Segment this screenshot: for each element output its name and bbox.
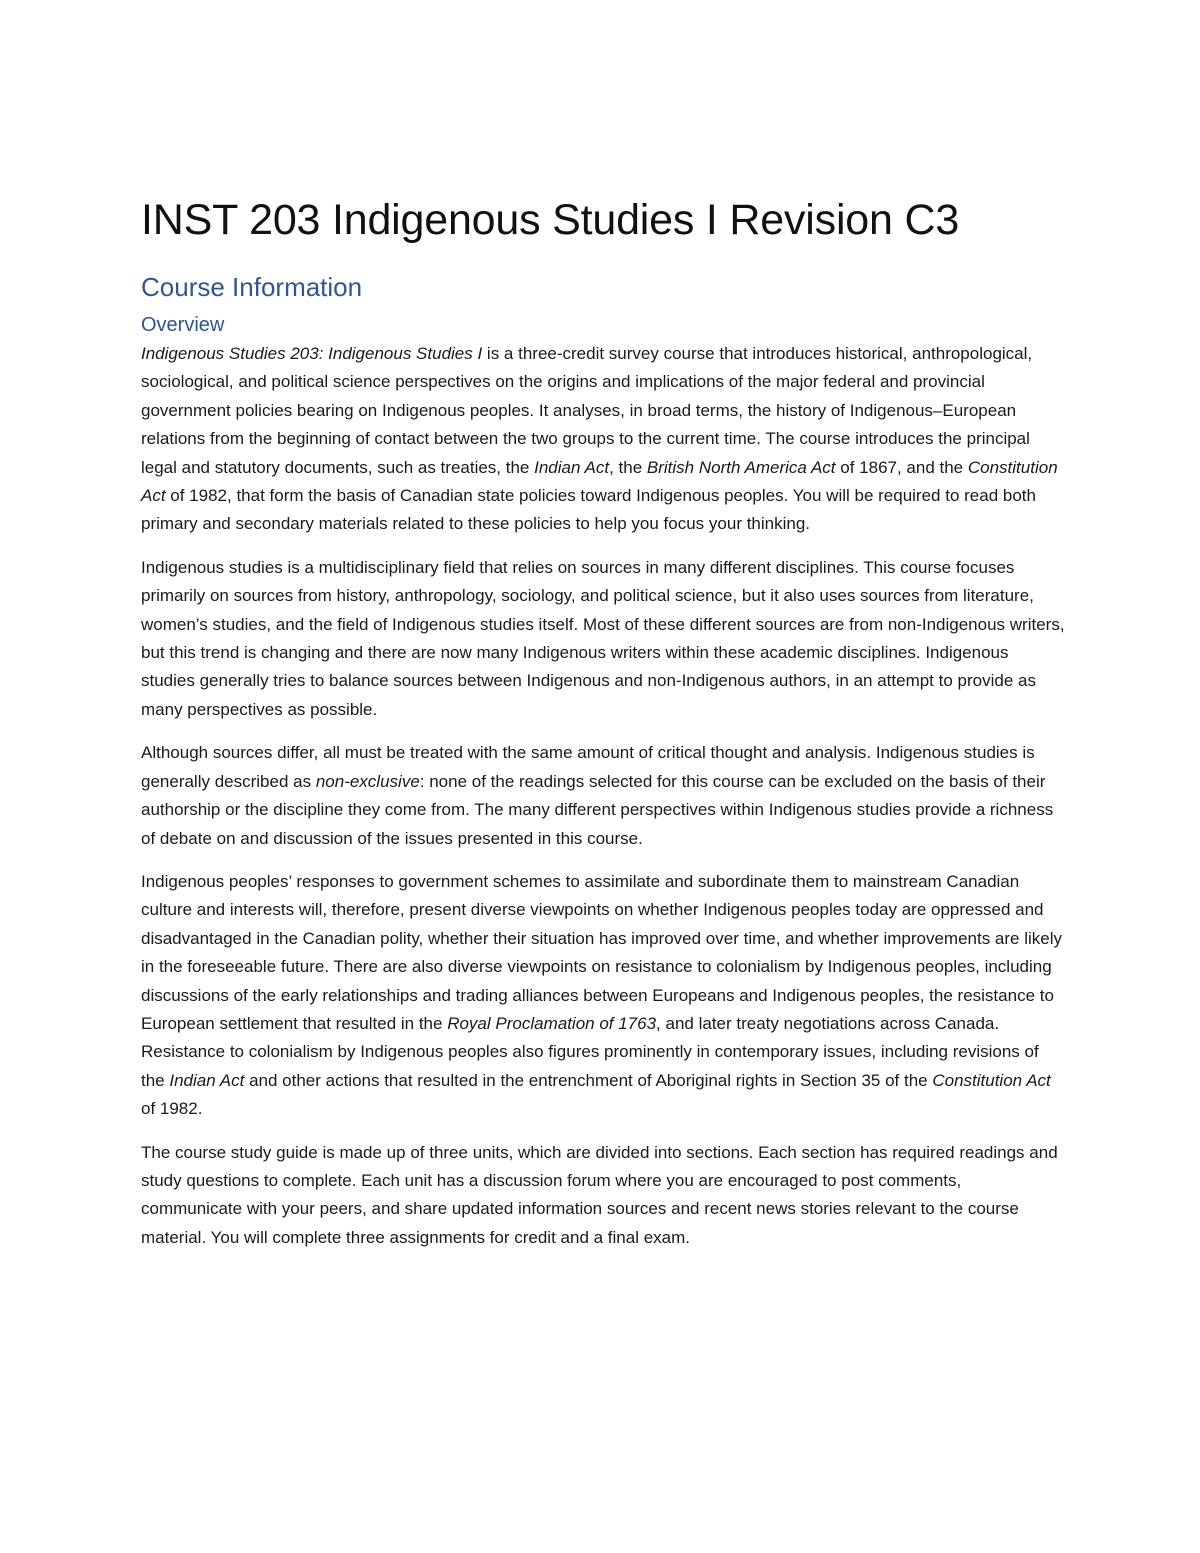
paragraph-5 [141,1139,1066,1253]
italic-text-run: Indian Act [169,1070,245,1090]
italic-text-run: Constitution Act [141,457,1058,506]
text-run: is a three-credit survey course that introduces historical, anthropological, sociological, and political science perspectives on the origins and implications of the major federal and provincial government policies bearing on Indigenous peoples. It analyses, in broad terms, the history of Indigenous–European relations from the beginning of contact between the two groups to the current time. The course introduces the principal legal and statutory documents, such as treaties, the [141,344,1033,477]
italic-text-run: Indian Act [534,457,610,477]
italic-text-run: Constitution Act [932,1070,1051,1090]
text-run: Indigenous studies is a multidisciplinary field that relies on sources in many different disciplines. This course focuses primarily on sources from history, anthropology, sociology, and political science, but it also uses sources from literature, women’s studies, and the field of Indigenous studies itself. Most of these different sources are from non-Indigenous writers, but this trend is changing and there are now many Indigenous writers within these academic disciplines. Indigenous studies generally tries to balance sources between Indigenous and non-Indigenous authors, in an attempt to provide as many perspectives as possible. [141,557,1065,719]
subsection-heading-overview: Overview [141,314,225,336]
text-run: The course study guide is made up of three units, which are divided into sections. Each section has required readings and study questions to complete. Each unit has a discussion forum where you are encouraged to post comments, communicate with your peers, and share updated information sources and recent news stories relevant to the course material. You will complete three assignments for credit and a final exam. [141,1142,1058,1247]
italic-text-run: British North America Act [646,457,836,477]
paragraph-3 [141,739,1066,853]
text-run: of 1867, and the [835,457,968,477]
paragraph-2 [141,554,1066,724]
italic-text-run: Royal Proclamation of 1763 [447,1013,657,1033]
text-run: , and later treaty negotiations across Canada. Resistance to colonialism by Indigenous peoples also figures prominently in contemporary issues, including revisions of the [141,1013,1039,1090]
document-title: INST 203 Indigenous Studies I Revision C3 [141,196,960,244]
section-heading-course-information: Course Information [141,272,363,302]
paragraph-4 [141,868,1066,1124]
document-page [141,192,1066,1267]
text-run: , the [609,457,647,477]
text-run: Indigenous peoples’ responses to government schemes to assimilate and subordinate them to mainstream Canadian culture and interests will, therefore, present diverse viewpoints on whether Indigenous peoples today are oppressed and disadvantaged in the Canadian polity, whether their situation has improved over time, and whether improvements are likely in the foreseeable future. There are also diverse viewpoints on resistance to colonialism by Indigenous peoples, including discussions of the early relationships and trading alliances between Europeans and Indigenous peoples, the resistance to European settlement that resulted in the [141,871,1063,1033]
text-run: and other actions that resulted in the entrenchment of Aboriginal rights in Section 35 of the [244,1070,933,1090]
paragraph-1 [141,340,1066,539]
italic-text-run: Indigenous Studies 203: Indigenous Studies I [141,344,483,363]
text-run: of 1982, that form the basis of Canadian state policies toward Indigenous peoples. You will be required to read both primary and secondary materials related to these policies to help you focus your thinking. [141,486,1036,534]
text-run: : none of the readings selected for this course can be excluded on the basis of their authorship or the discipline they come from. The many different perspectives within Indigenous studies provide a richness of debate on and discussion of the issues presented in this course. [141,771,1054,848]
italic-text-run: non-exclusive [315,771,420,791]
text-run: Although sources differ, all must be treated with the same amount of critical thought and analysis. Indigenous studies is generally described as [141,743,1035,791]
text-run: of 1982. [141,1099,203,1119]
